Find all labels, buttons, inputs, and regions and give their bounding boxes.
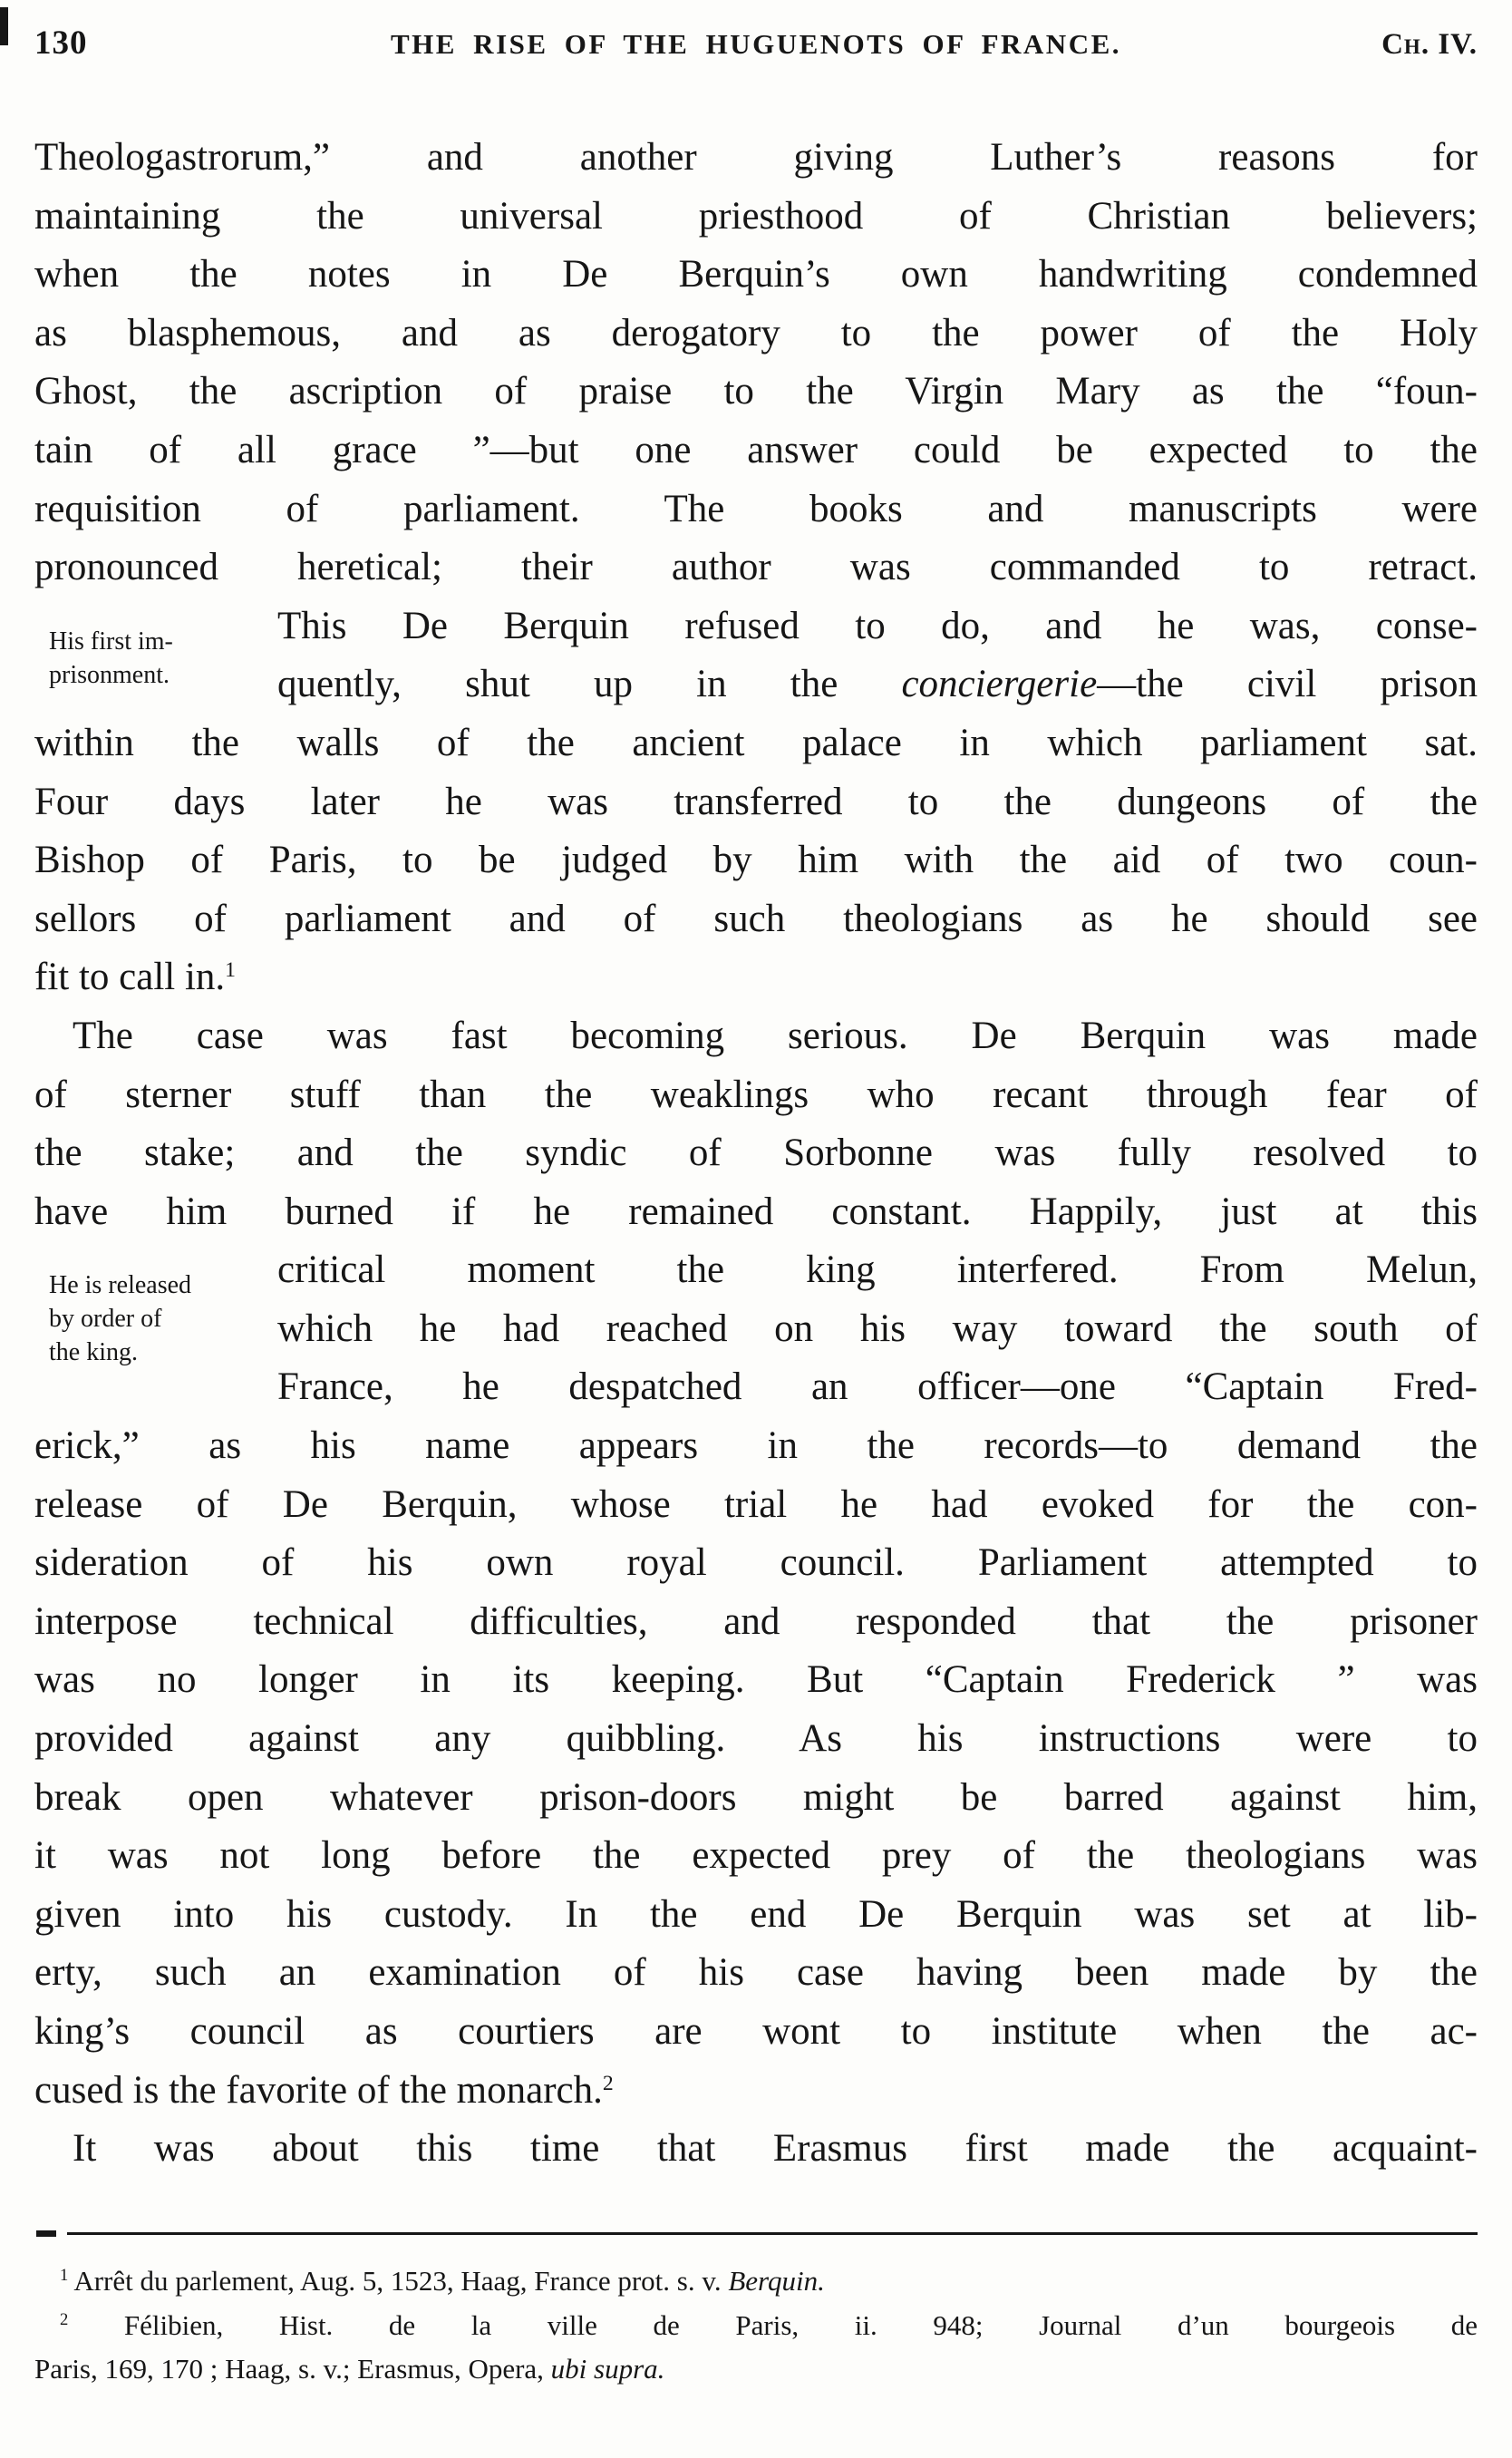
footnotes [34, 2259, 1478, 2392]
text-line: have him burned if he remained constant. Happily, just at this [34, 1190, 1478, 1233]
footnote-ref-1: 1 [225, 958, 236, 983]
footnote-2-line-1 [34, 2304, 1478, 2348]
text-line: The case was fast becoming serious. De Berquin was made [73, 1014, 1478, 1057]
sidenote-line: He is released [49, 1271, 192, 1300]
text-segment: fit to call in. [34, 956, 226, 999]
text-line: critical moment the king interfered. From Melun, [277, 1248, 1478, 1292]
running-header [34, 24, 1478, 74]
cutin-block-first-imprisonment [34, 597, 1478, 714]
text-segment: —the civil prison [1097, 663, 1478, 706]
footnote-marker-2: 2 [60, 2309, 69, 2329]
footnote-text: Paris, 169, 170 ; Haag, s. v.; Erasmus, Opera, [34, 2353, 551, 2385]
text-line: erty, such an examination of his case having been made by the [34, 1951, 1478, 1995]
running-title: THE RISE OF THE HUGUENOTS OF FRANCE. [390, 28, 1122, 60]
text-line [34, 948, 1478, 1007]
sidenote-line: the king. [49, 1338, 138, 1367]
text-line: sideration of his own royal council. Parliament attempted to [34, 1541, 1478, 1585]
text-line: when the notes in De Berquin’s own handwriting condemned [34, 253, 1478, 296]
text-line: sellors of parliament and of such theologians as he should see [34, 897, 1478, 940]
text-line [34, 2062, 1478, 2121]
sidenote-first-imprisonment [49, 625, 271, 692]
text-line: as blasphemous, and as derogatory to the power of the Holy [34, 311, 1478, 355]
text-line: interpose technical difficulties, and responded that the prisoner [34, 1599, 1478, 1643]
footnote-marker-1: 1 [60, 2265, 69, 2285]
text-line: was no longer in its keeping. But “Captain Frederick ” was [34, 1658, 1478, 1702]
italic-term-berquin: Berquin. [728, 2265, 825, 2297]
footnote-1 [34, 2259, 1478, 2304]
text-line: the stake; and the syndic of Sorbonne was fully resolved to [34, 1132, 1478, 1175]
text-segment: cused is the favorite of the monarch. [34, 2068, 603, 2112]
text-line: of sterner stuff than the weaklings who recant through fear of [34, 1073, 1478, 1116]
text-line: break open whatever prison-doors might be barred against him, [34, 1775, 1478, 1819]
footnote-ref-2: 2 [602, 2071, 614, 2095]
page-number: 130 [34, 24, 88, 62]
footnote-text: Arrêt du parlement, Aug. 5, 1523, Haag, France prot. s. v. [68, 2265, 729, 2297]
body-text [34, 129, 1478, 2179]
text-line: release of De Berquin, whose trial he had evoked for the con- [34, 1482, 1478, 1526]
footnote-rule [67, 2232, 1478, 2235]
text-segment: quently, shut up in the [277, 663, 902, 706]
sidenote-released-by-king [49, 1268, 271, 1369]
text-line: Bishop of Paris, to be judged by him with the aid of two coun- [34, 839, 1478, 882]
text-line: maintaining the universal priesthood of Christian believers; [34, 194, 1478, 238]
text-line: which he had reached on his way toward the south of [277, 1307, 1478, 1350]
cutin-block-release [34, 1241, 1478, 1417]
text-line: pronounced heretical; their author was commanded to retract. [34, 546, 1478, 589]
text-line: within the walls of the ancient palace in which parliament sat. [34, 721, 1478, 764]
footnote-2-line-2 [34, 2347, 1478, 2392]
text-line: It was about this time that Erasmus first made the acquaint- [73, 2127, 1478, 2171]
italic-term-ubi-supra: ubi supra. [550, 2353, 665, 2385]
footnote-text: Félibien, Hist. de la ville de Paris, ii. 948; Journal d’un bourgeois de [68, 2308, 1478, 2341]
text-line: provided against any quibbling. As his instructions were to [34, 1717, 1478, 1761]
chapter-label: Ch. IV. [1381, 28, 1478, 61]
text-line: erick,” as his name appears in the records—to demand the [34, 1424, 1478, 1468]
scan-artifact [0, 7, 8, 45]
text-line: This De Berquin refused to do, and he was, conse- [277, 604, 1478, 647]
sidenote-line: prisonment. [49, 660, 170, 689]
sidenote-line: by order of [49, 1305, 162, 1334]
italic-term-conciergerie: conciergerie [901, 663, 1098, 706]
text-line: king’s council as courtiers are wont to institute when the ac- [34, 2010, 1478, 2053]
text-line: tain of all grace ”—but one answer could be expected to the [34, 428, 1478, 471]
text-line: Theologastrorum,” and another giving Luther’s reasons for [34, 136, 1478, 179]
text-line: given into his custody. In the end De Berquin was set at lib- [34, 1892, 1478, 1936]
text-line: France, he despatched an officer—one “Captain Fred- [277, 1365, 1478, 1409]
text-line: Ghost, the ascription of praise to the Virgin Mary as the “foun- [34, 370, 1478, 413]
sidenote-line: His first im- [49, 627, 173, 656]
text-line: Four days later he was transferred to the dungeons of the [34, 780, 1478, 823]
text-line: it was not long before the expected prey of the theologians was [34, 1834, 1478, 1878]
text-line: requisition of parliament. The books and manuscripts were [34, 487, 1478, 530]
footnote-rule-dash [36, 2230, 56, 2237]
